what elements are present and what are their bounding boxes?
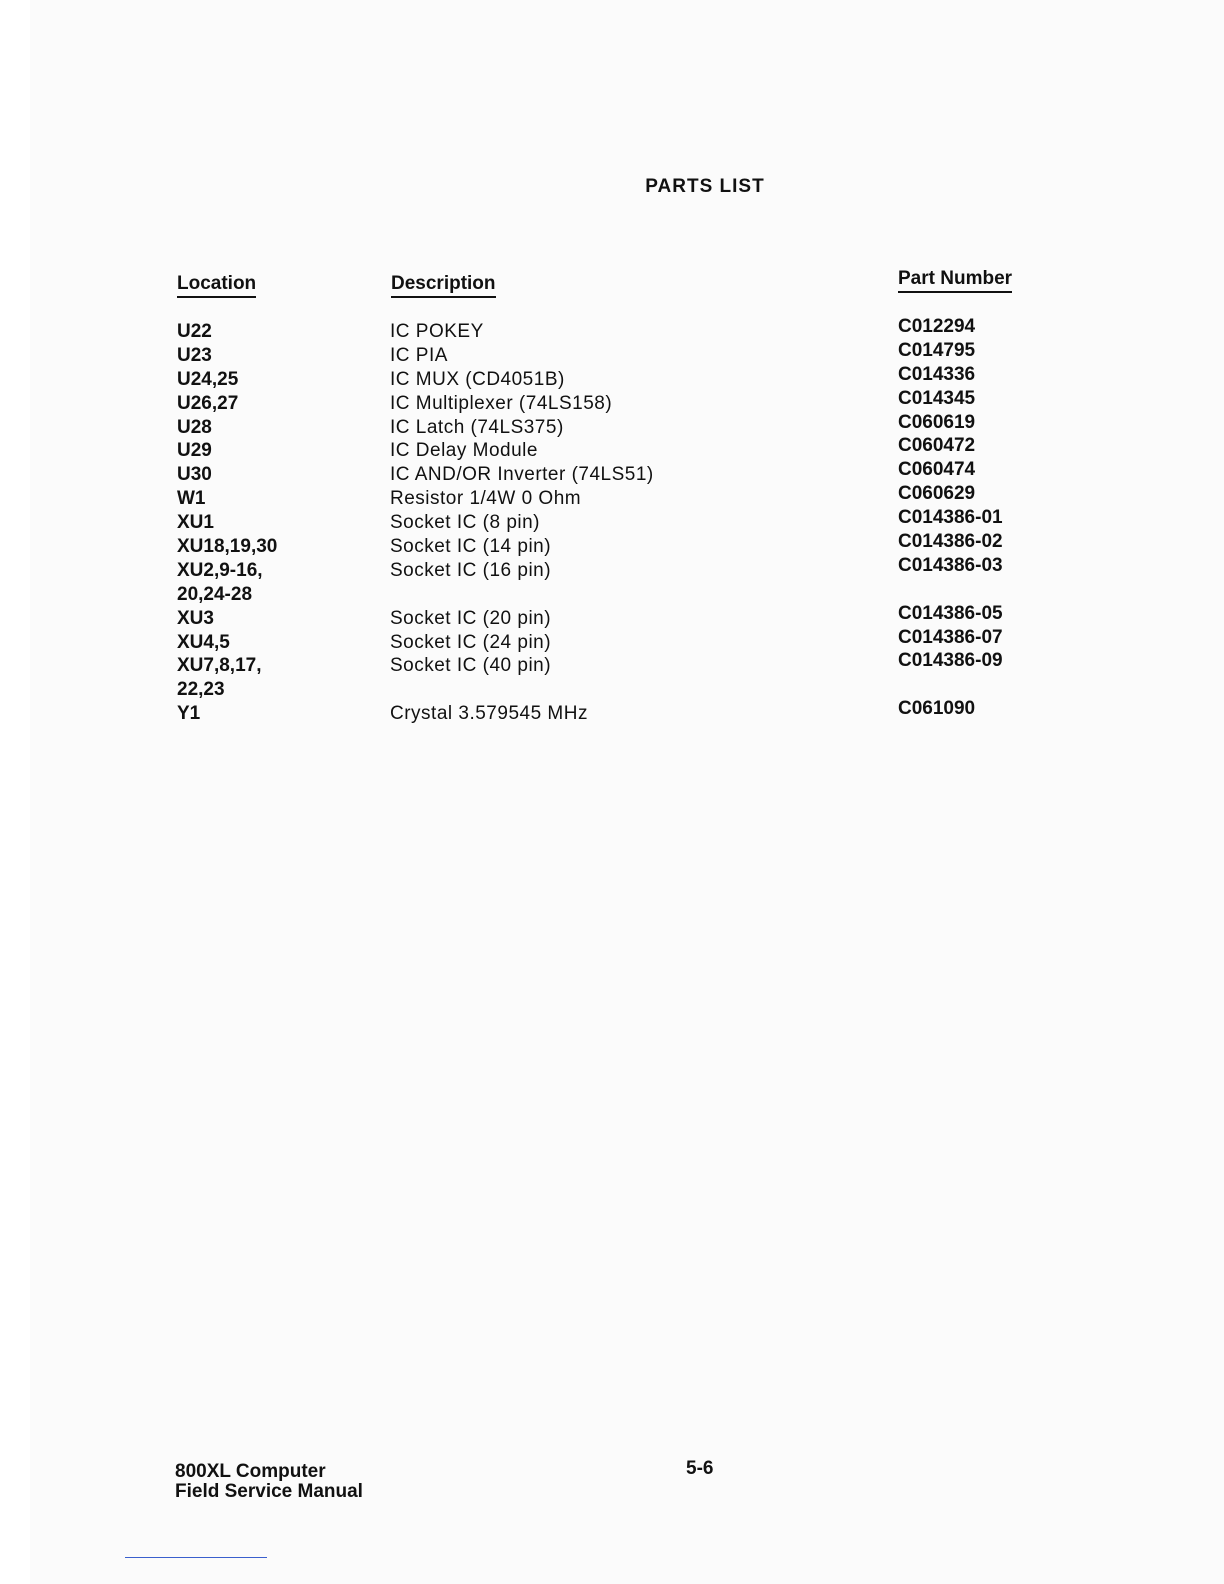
page-background — [30, 0, 1224, 1584]
part-number-cell: C012294 — [898, 316, 976, 337]
location-cell: XU7,8,17, — [177, 655, 262, 677]
description-cell: IC Delay Module — [390, 440, 538, 462]
location-cell: U30 — [177, 464, 212, 486]
part-number-cell: C014386-09 — [898, 650, 1003, 672]
location-cell: XU3 — [177, 607, 214, 629]
location-cell: U22 — [177, 321, 212, 342]
part-number-cell: C060472 — [898, 435, 976, 457]
description-cell — [390, 678, 654, 702]
location-cell: U29 — [177, 440, 212, 462]
description-cell: IC POKEY — [390, 321, 484, 342]
description-cell — [390, 583, 654, 607]
location-cell: U28 — [177, 416, 212, 438]
page-number: 5-6 — [686, 1458, 714, 1479]
location-cell: Y1 — [177, 703, 201, 725]
part-number-cell: C014386-07 — [898, 626, 1003, 648]
part-number-cell — [898, 673, 1003, 697]
description-cell: Socket IC (14 pin) — [390, 536, 552, 558]
header-description: Description — [391, 273, 496, 298]
part-number-cell: C014386-01 — [898, 507, 1003, 529]
header-location: Location — [177, 273, 256, 298]
description-cell: IC Multiplexer (74LS158) — [390, 392, 613, 414]
part-number-cell: C060474 — [898, 459, 976, 481]
location-cell: XU1 — [177, 512, 214, 534]
part-number-cell: C014386-03 — [898, 554, 1003, 576]
part-number-cell: C060629 — [898, 483, 976, 505]
description-cell: Socket IC (8 pin) — [390, 512, 540, 534]
part-number-cell: C014345 — [898, 387, 976, 409]
location-cell: U24,25 — [177, 368, 239, 390]
description-cell: IC MUX (CD4051B) — [390, 368, 565, 390]
location-cell: 20,24-28 — [177, 583, 253, 605]
description-cell: Socket IC (16 pin) — [390, 559, 552, 581]
part-number-cell: C014795 — [898, 339, 976, 361]
description-cell: Resistor 1/4W 0 Ohm — [390, 488, 582, 510]
description-cell: IC AND/OR Inverter (74LS51) — [390, 464, 654, 486]
part-number-cell: C061090 — [898, 698, 976, 720]
part-number-column — [898, 315, 1003, 721]
location-cell: XU4,5 — [177, 631, 230, 653]
location-cell: XU18,19,30 — [177, 536, 278, 558]
part-number-cell — [898, 578, 1003, 602]
location-cell: U23 — [177, 344, 212, 366]
part-number-cell: C060619 — [898, 411, 976, 433]
description-cell: Socket IC (24 pin) — [390, 631, 552, 653]
header-part-number: Part Number — [898, 268, 1012, 293]
footer-line-2: Field Service Manual — [175, 1481, 363, 1502]
description-cell: IC Latch (74LS375) — [390, 416, 564, 438]
location-cell: XU2,9-16, — [177, 559, 263, 581]
location-cell: U26,27 — [177, 392, 239, 414]
description-cell: IC PIA — [390, 344, 448, 366]
part-number-cell: C014386-02 — [898, 531, 1003, 553]
description-cell: Crystal 3.579545 MHz — [390, 703, 588, 725]
part-number-cell: C014386-05 — [898, 602, 1003, 624]
page-title: PARTS LIST — [645, 176, 765, 197]
description-cell: Socket IC (40 pin) — [390, 655, 552, 677]
description-cell: Socket IC (20 pin) — [390, 607, 552, 629]
footer-manual-title — [175, 1462, 363, 1502]
description-column — [390, 320, 654, 726]
location-column — [177, 320, 277, 726]
footer-line-1: 800XL Computer — [175, 1461, 326, 1482]
location-cell: 22,23 — [177, 679, 225, 701]
bottom-rule — [125, 1557, 267, 1558]
location-cell: W1 — [177, 488, 206, 510]
part-number-cell: C014336 — [898, 363, 976, 385]
